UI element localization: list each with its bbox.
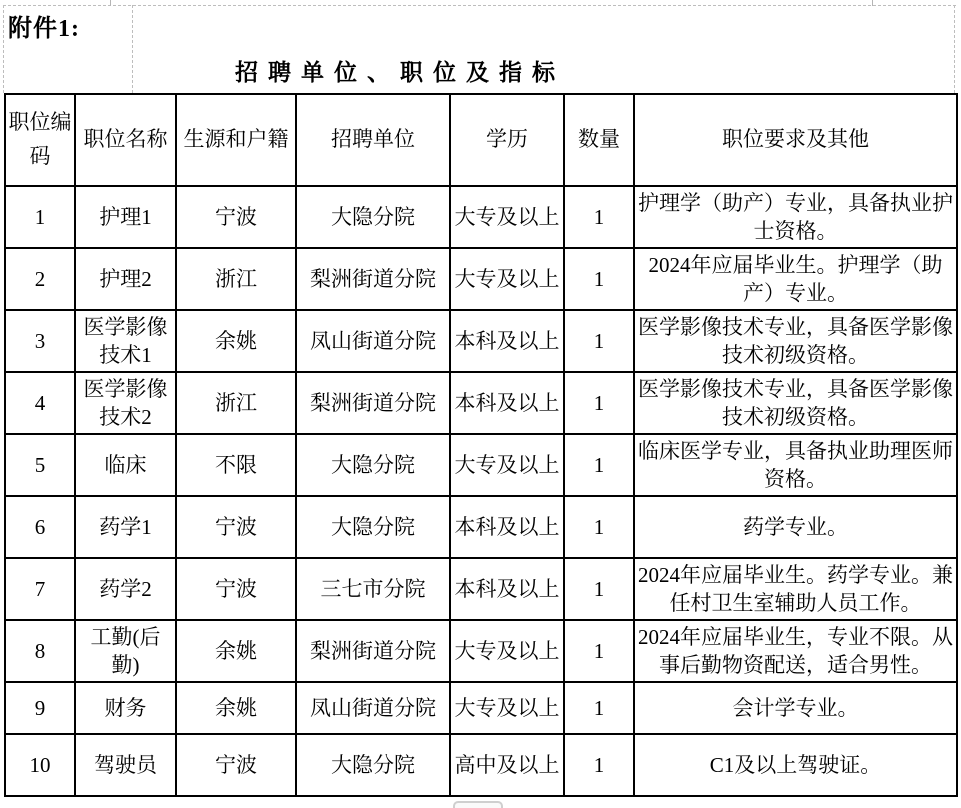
cell-quantity: 1 [564, 186, 634, 248]
col-header-requirements: 职位要求及其他 [634, 94, 957, 186]
cell-education: 大专及以上 [450, 186, 564, 248]
cell-origin-household: 宁波 [176, 558, 296, 620]
cell-requirements: 临床医学专业，具备执业助理医师资格。 [634, 434, 957, 496]
cell-origin-household: 余姚 [176, 620, 296, 682]
recruitment-table [4, 93, 958, 797]
cell-recruiting-unit: 大隐分院 [296, 496, 450, 558]
cell-recruiting-unit: 大隐分院 [296, 434, 450, 496]
cell-education: 本科及以上 [450, 310, 564, 372]
cell-requirements: 2024年应届毕业生，专业不限。从事后勤物资配送，适合男性。 [634, 620, 957, 682]
cell-origin-household: 宁波 [176, 734, 296, 796]
cell-position-name: 财务 [75, 682, 176, 734]
cell-position-name: 医学影像技术2 [75, 372, 176, 434]
col-header-position-code: 职位编码 [5, 94, 75, 186]
cell-recruiting-unit: 大隐分院 [296, 734, 450, 796]
table-row [5, 372, 957, 434]
cell-quantity: 1 [564, 558, 634, 620]
cell-position-name: 医学影像技术1 [75, 310, 176, 372]
cell-origin-household: 浙江 [176, 372, 296, 434]
cell-education: 高中及以上 [450, 734, 564, 796]
page-title: 招聘单位、职位及指标 [235, 60, 565, 85]
cell-requirements: 2024年应届毕业生。护理学（助产）专业。 [634, 248, 957, 310]
cell-position-code: 4 [5, 372, 75, 434]
print-area-dashed-line-right [954, 5, 955, 93]
cell-position-code: 9 [5, 682, 75, 734]
cell-position-name: 护理2 [75, 248, 176, 310]
cell-origin-household: 浙江 [176, 248, 296, 310]
cell-position-code: 3 [5, 310, 75, 372]
cell-education: 本科及以上 [450, 372, 564, 434]
cell-education: 大专及以上 [450, 248, 564, 310]
page-bottom-marker [453, 801, 503, 808]
cell-position-code: 5 [5, 434, 75, 496]
cell-recruiting-unit: 梨洲街道分院 [296, 620, 450, 682]
cell-origin-household: 宁波 [176, 496, 296, 558]
table-row [5, 434, 957, 496]
cell-recruiting-unit: 凤山街道分院 [296, 310, 450, 372]
table-row [5, 496, 957, 558]
cell-requirements: 会计学专业。 [634, 682, 957, 734]
cell-recruiting-unit: 梨洲街道分院 [296, 248, 450, 310]
print-area-dashed-line-top [3, 5, 956, 6]
cell-position-name: 驾驶员 [75, 734, 176, 796]
col-header-recruiting-unit: 招聘单位 [296, 94, 450, 186]
table-row [5, 186, 957, 248]
table-row [5, 734, 957, 796]
cell-position-name: 临床 [75, 434, 176, 496]
cell-origin-household: 余姚 [176, 310, 296, 372]
print-area-dashed-line-mid [132, 5, 133, 93]
table-row [5, 558, 957, 620]
column-guide-tick [872, 0, 873, 6]
cell-education: 大专及以上 [450, 434, 564, 496]
cell-quantity: 1 [564, 496, 634, 558]
table-body [5, 186, 957, 796]
cell-origin-household: 宁波 [176, 186, 296, 248]
cell-quantity: 1 [564, 620, 634, 682]
cell-quantity: 1 [564, 310, 634, 372]
cell-origin-household: 余姚 [176, 682, 296, 734]
cell-recruiting-unit: 凤山街道分院 [296, 682, 450, 734]
cell-quantity: 1 [564, 734, 634, 796]
col-header-position-name: 职位名称 [75, 94, 176, 186]
col-header-quantity: 数量 [564, 94, 634, 186]
print-area-dashed-line-left [3, 5, 4, 93]
cell-position-code: 7 [5, 558, 75, 620]
table-row [5, 310, 957, 372]
cell-position-code: 8 [5, 620, 75, 682]
table-row [5, 620, 957, 682]
cell-recruiting-unit: 三七市分院 [296, 558, 450, 620]
attachment-label: 附件1: [8, 16, 80, 42]
table-row [5, 248, 957, 310]
cell-quantity: 1 [564, 434, 634, 496]
cell-education: 大专及以上 [450, 682, 564, 734]
col-header-origin-household: 生源和户籍 [176, 94, 296, 186]
col-header-education: 学历 [450, 94, 564, 186]
table-row [5, 682, 957, 734]
cell-quantity: 1 [564, 248, 634, 310]
cell-requirements: 医学影像技术专业，具备医学影像技术初级资格。 [634, 372, 957, 434]
header-row [5, 94, 957, 186]
cell-requirements: 2024年应届毕业生。药学专业。兼任村卫生室辅助人员工作。 [634, 558, 957, 620]
cell-position-code: 6 [5, 496, 75, 558]
cell-requirements: 医学影像技术专业，具备医学影像技术初级资格。 [634, 310, 957, 372]
cell-education: 本科及以上 [450, 496, 564, 558]
cell-education: 本科及以上 [450, 558, 564, 620]
cell-education: 大专及以上 [450, 620, 564, 682]
cell-position-name: 药学1 [75, 496, 176, 558]
cell-requirements: 护理学（助产）专业，具备执业护士资格。 [634, 186, 957, 248]
cell-quantity: 1 [564, 682, 634, 734]
cell-position-name: 工勤(后勤) [75, 620, 176, 682]
cell-position-code: 10 [5, 734, 75, 796]
cell-position-name: 护理1 [75, 186, 176, 248]
column-guide-tick [110, 0, 111, 6]
cell-requirements: 药学专业。 [634, 496, 957, 558]
cell-origin-household: 不限 [176, 434, 296, 496]
cell-recruiting-unit: 大隐分院 [296, 186, 450, 248]
cell-position-name: 药学2 [75, 558, 176, 620]
cell-quantity: 1 [564, 372, 634, 434]
cell-position-code: 2 [5, 248, 75, 310]
cell-recruiting-unit: 梨洲街道分院 [296, 372, 450, 434]
cell-requirements: C1及以上驾驶证。 [634, 734, 957, 796]
cell-position-code: 1 [5, 186, 75, 248]
